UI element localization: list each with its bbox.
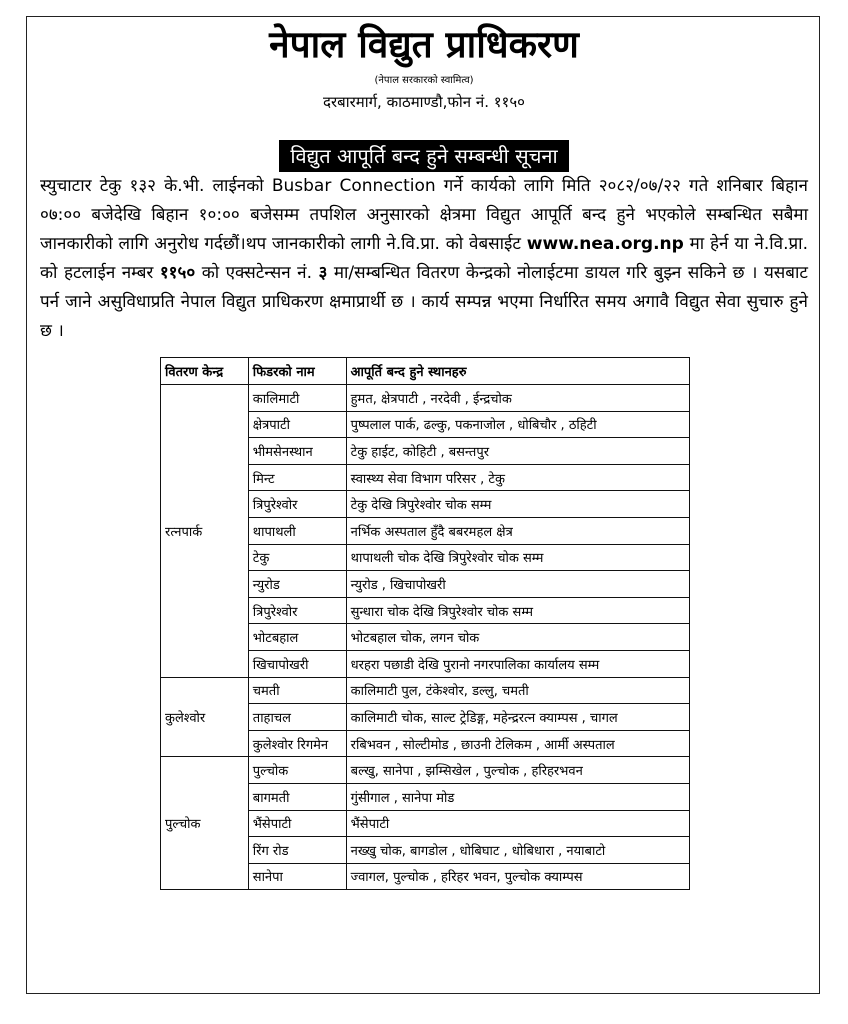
areas-cell: गुंसीगाल , सानेपा मोड	[346, 783, 689, 810]
feeder-cell: भैंसेपाटी	[248, 810, 346, 837]
feeder-cell: खिचापोखरी	[248, 650, 346, 677]
table-row	[161, 677, 690, 704]
feeder-cell: चमती	[248, 677, 346, 704]
office-address: दरबारमार्ग, काठमाण्डौ,फोन नं. ११५०	[323, 93, 525, 111]
notice-paragraph	[40, 172, 808, 346]
areas-cell: टेकु हाईट, कोहिटी , बसन्तपुर	[346, 438, 689, 465]
areas-cell: रबिभवन , सोल्टीमोड , छाउनी टेलिकम , आर्मी अस्पताल	[346, 730, 689, 757]
column-header-areas: आपूर्ति बन्द हुने स्थानहरु	[346, 358, 689, 385]
extension-number: ३	[318, 263, 328, 283]
distribution-center-cell: कुलेश्वोर	[161, 677, 249, 757]
column-header-center: वितरण केन्द्र	[161, 358, 249, 385]
areas-cell: सुन्धारा चोक देखि त्रिपुरेश्वोर चोक सम्म	[346, 597, 689, 624]
areas-cell: धरहरा पछाडी देखि पुरानो नगरपालिका कार्यालय सम्म	[346, 650, 689, 677]
feeder-cell: सानेपा	[248, 863, 346, 890]
feeder-cell: न्युरोड	[248, 571, 346, 598]
feeder-cell: भोटबहाल	[248, 624, 346, 651]
feeder-cell: टेकु	[248, 544, 346, 571]
feeder-cell: भीमसेनस्थान	[248, 438, 346, 465]
distribution-center-cell: रत्नपार्क	[161, 385, 249, 678]
feeder-cell: ताहाचल	[248, 704, 346, 731]
feeder-cell: मिन्ट	[248, 464, 346, 491]
areas-cell: बल्खु, सानेपा , झम्सिखेल , पुल्चोक , हरिहरभवन	[346, 757, 689, 784]
feeder-cell: बागमती	[248, 783, 346, 810]
table-body	[161, 385, 690, 890]
areas-cell: नख्खु चोक, बागडोल , धोबिघाट , धोबिधारा , नयाबाटो	[346, 837, 689, 864]
table-row	[161, 757, 690, 784]
distribution-center-cell: पुल्चोक	[161, 757, 249, 890]
feeder-cell: पुल्चोक	[248, 757, 346, 784]
areas-cell: थापाथली चोक देखि त्रिपुरेश्वोर चोक सम्म	[346, 544, 689, 571]
areas-cell: टेकु देखि त्रिपुरेश्वोर चोक सम्म	[346, 491, 689, 518]
website-link[interactable]: www.nea.org.np	[526, 234, 684, 254]
areas-cell: ज्वागल, पुल्चोक , हरिहर भवन, पुल्चोक क्याम्पस	[346, 863, 689, 890]
areas-cell: हुमत, क्षेत्रपाटी , नरदेवी , ईन्द्रचोक	[346, 385, 689, 412]
ownership-subtitle: (नेपाल सरकारको स्वामित्व)	[374, 75, 474, 86]
notice-text-4: मा/सम्बन्धित वितरण केन्द्रको नोलाईटमा डायल गरि बुझ्न सकिने छ । यसबाट पर्न जाने असुविधाप्रति नेपाल विद्युत प्राधिकरण क्षमाप्रार्थी छ । कार्य सम्पन्न भएमा निर्धारित समय अगावै विद्युत सेवा सुचारु हुने छ ।	[40, 263, 808, 341]
notice-text-1: स्युचाटार टेकु १३२ के.भी. लाईनको Busbar Connection गर्ने कार्यको लागि मिति २०८२/०७/२२ गते शनिबार बिहान ०७:०० बजेदेखि बिहान १०:०० बजेसम्म तपशिल अनुसारको क्षेत्रमा विद्युत आपूर्ति बन्द हुने भएकोले सम्बन्धित सबैमा जानकारीको लागि अनुरोध गर्दछौं।थप जानकारीको लागी ने.वि.प्रा. को वेबसाईट	[40, 176, 808, 254]
areas-cell: स्वास्थ्य सेवा विभाग परिसर , टेकु	[346, 464, 689, 491]
notice-heading: विद्युत आपूर्ति बन्द हुने सम्बन्धी सूचना	[279, 140, 568, 172]
areas-cell: पुष्पलाल पार्क, ढल्कु, पकनाजोल , धोबिचौर , ठहिटी	[346, 411, 689, 438]
table-header-row	[161, 358, 690, 385]
feeder-cell: त्रिपुरेश्वोर	[248, 597, 346, 624]
areas-cell: भोटबहाल चोक, लगन चोक	[346, 624, 689, 651]
feeder-cell: रिंग रोड	[248, 837, 346, 864]
feeder-cell: त्रिपुरेश्वोर	[248, 491, 346, 518]
notice-text-3: को एक्सटेन्सन नं.	[195, 263, 319, 283]
table-row	[161, 385, 690, 412]
feeder-cell: क्षेत्रपाटी	[248, 411, 346, 438]
feeder-cell: कालिमाटी	[248, 385, 346, 412]
page-title: नेपाल विद्युत प्राधिकरण	[269, 23, 579, 66]
hotline-number: ११५०	[159, 263, 196, 283]
notice-text-2: मा हेर्न या ने.वि.प्रा. को हटलाईन नम्बर	[40, 234, 808, 283]
notice-heading-wrap	[0, 140, 848, 172]
feeder-cell: कुलेश्वोर रिगमेन	[248, 730, 346, 757]
areas-cell: भैंसेपाटी	[346, 810, 689, 837]
areas-cell: कालिमाटी पुल, टंकेश्वोर, डल्लु, चमती	[346, 677, 689, 704]
feeder-cell: थापाथली	[248, 517, 346, 544]
outage-schedule-table	[160, 357, 690, 890]
column-header-feeder: फिडरको नाम	[248, 358, 346, 385]
areas-cell: नर्भिक अस्पताल हुँदै बबरमहल क्षेत्र	[346, 517, 689, 544]
areas-cell: न्युरोड , खिचापोखरी	[346, 571, 689, 598]
areas-cell: कालिमाटी चोक, साल्ट ट्रेडिङ्ग, महेन्द्ररत्न क्याम्पस , चागल	[346, 704, 689, 731]
